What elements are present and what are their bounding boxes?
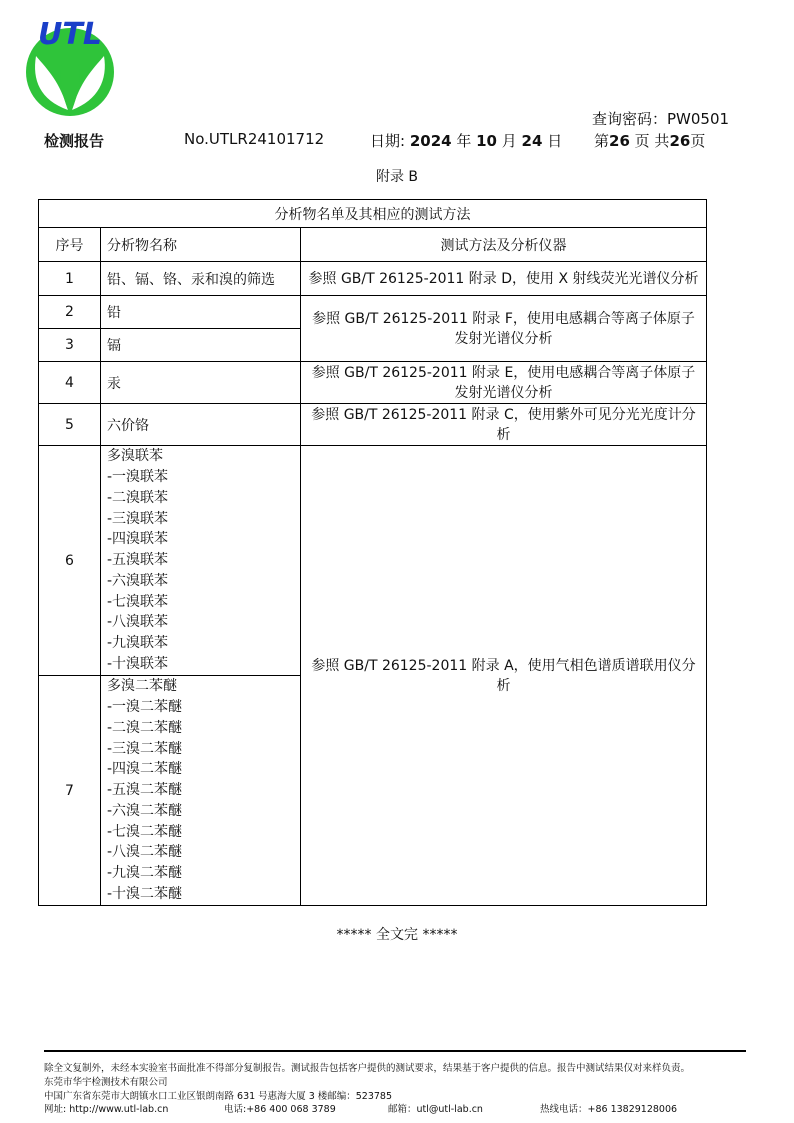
analyte-item: -三溴联苯 [107,510,169,527]
analyte-table [38,199,707,906]
analyte-item: -六溴二苯醚 [107,802,183,819]
report-label: 检测报告 [44,132,105,150]
analyte-item: -一溴联苯 [107,468,169,485]
row-analyte: 铅、镉、铬、汞和溴的筛选 [101,262,301,296]
row-method: 参照 GB/T 26125-2011 附录 C，使用紫外可见分光光度计分析 [301,404,707,446]
end-of-report: ***** 全文完 ***** [336,927,458,943]
analyte-item: -四溴联苯 [107,531,169,548]
table-row [39,362,707,404]
row-seq: 1 [39,262,101,296]
utl-logo [18,10,118,120]
analyte-item: 多溴二苯醚 [107,678,177,695]
row-analyte: 镉 [101,329,301,362]
table-caption: 分析物名单及其相应的测试方法 [39,200,707,228]
footer-disclaimer: 除全文复制外，未经本实验室书面批准不得部分复制报告。测试报告包括客户提供的测试要求，结果基于客户提供的信息。报告中测试结果仅对来样负责。 [44,1063,691,1074]
row-analyte: 六价铬 [101,404,301,446]
row-seq: 2 [39,296,101,329]
row-seq: 4 [39,362,101,404]
row-method: 参照 GB/T 26125-2011 附录 E，使用电感耦合等离子体原子发射光谱仪分析 [301,362,707,404]
analyte-item: -七溴二苯醚 [107,823,183,840]
analyte-item: -四溴二苯醚 [107,761,183,778]
footer-divider [44,1050,746,1052]
footer-website: 网址: http://www.utl-lab.cn [44,1104,169,1115]
table-row [39,262,707,296]
row-seq: 3 [39,329,101,362]
row-analyte: 汞 [101,362,301,404]
footer-phone: 电话:+86 400 068 3789 [224,1104,336,1115]
header-seq: 序号 [39,228,101,262]
analyte-item: -三溴二苯醚 [107,740,183,757]
row-seq: 7 [39,676,101,906]
table-row [39,296,707,329]
analyte-item: -十溴联苯 [107,656,169,673]
row-method: 参照 GB/T 26125-2011 附录 F，使用电感耦合等离子体原子发射光谱仪分析 [301,296,707,362]
analyte-item: 多溴联苯 [107,448,163,465]
analyte-item: -一溴二苯醚 [107,698,183,715]
page-indicator: 第26 页 共26页 [594,132,706,150]
footer-address: 中国广东省东莞市大朗镇水口工业区银朗南路 631 号惠海大厦 3 楼邮编：523785 [44,1091,393,1102]
footer-company: 东莞市华宇检测技术有限公司 [44,1077,168,1088]
analyte-item: -八溴联苯 [107,614,169,631]
analyte-item: -二溴联苯 [107,489,169,506]
table-row [39,404,707,446]
row-seq: 5 [39,404,101,446]
row-seq: 6 [39,446,101,676]
analyte-item: -五溴二苯醚 [107,782,183,799]
row-analyte-list [101,676,301,906]
footer-hotline: 热线电话：+86 13829128006 [540,1104,678,1115]
report-number: No.UTLR24101712 [184,130,325,148]
svg-text:UTL: UTL [38,17,102,52]
analyte-item: -六溴联苯 [107,572,169,589]
appendix-title: 附录 B [375,169,419,185]
table-header-row [39,228,707,262]
row-method: 参照 GB/T 26125-2011 附录 D，使用 X 射线荧光光谱仪分析 [301,262,707,296]
query-code: 查询密码：PW0501 [592,110,730,128]
header-method: 测试方法及分析仪器 [301,228,707,262]
analyte-item: -七溴联苯 [107,593,169,610]
footer-email: 邮箱：utl@utl-lab.cn [388,1104,483,1115]
row-analyte: 铅 [101,296,301,329]
analyte-item: -五溴联苯 [107,552,169,569]
header-analyte: 分析物名称 [101,228,301,262]
analyte-item: -二溴二苯醚 [107,719,183,736]
table-caption-row [39,200,707,228]
analyte-item: -八溴二苯醚 [107,844,183,861]
report-date: 日期: 2024 年 10 月 24 日 [370,132,563,150]
row-analyte-list [101,446,301,676]
analyte-item: -九溴联苯 [107,635,169,652]
table-row [39,446,707,676]
analyte-item: -九溴二苯醚 [107,865,183,882]
row-method: 参照 GB/T 26125-2011 附录 A，使用气相色谱质谱联用仪分析 [301,446,707,906]
analyte-item: -十溴二苯醚 [107,886,183,903]
